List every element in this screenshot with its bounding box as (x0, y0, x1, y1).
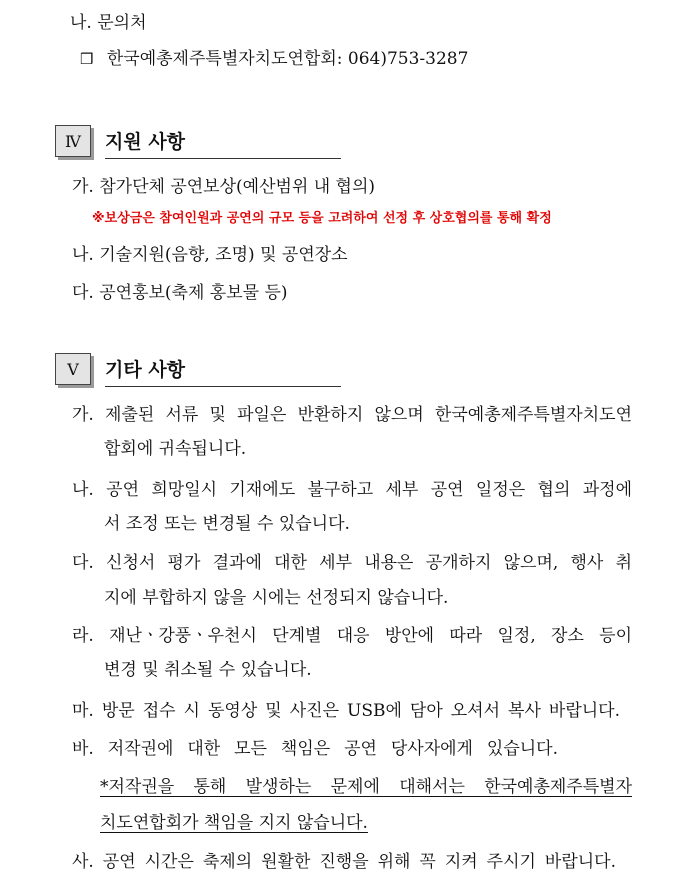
misc-item-sa: 사. 공연 시간은 축제의 원활한 진행을 위해 꼭 지켜 주시기 바랍니다. (72, 852, 616, 872)
copyright-note-line1: *저작권을 통해 발생하는 문제에 대해서는 한국예총제주특별자 (100, 777, 632, 797)
section-5-header (55, 353, 355, 387)
misc-item-ra-line1: 라. 재난ㆍ강풍ㆍ우천시 단계별 대응 방안에 따라 일정, 장소 등이 (72, 626, 632, 646)
misc-item-ma: 마. 방문 접수 시 동영상 및 사진은 USB에 담아 오셔서 복사 바랍니다. (72, 701, 620, 721)
section-4-underline (105, 158, 341, 159)
misc-item-ra-line2: 변경 및 취소될 수 있습니다. (104, 660, 312, 680)
misc-item-na-line1: 나. 공연 희망일시 기재에도 불구하고 세부 공연 일정은 협의 과정에 (72, 480, 632, 500)
checkbox-icon: ❒ (80, 50, 94, 68)
section-5-number: Ⅴ (55, 353, 91, 385)
copyright-note-line2: 치도연합회가 책임을 지지 않습니다. (100, 813, 368, 833)
misc-item-na-line2: 서 조정 또는 변경될 수 있습니다. (104, 514, 350, 534)
support-item-ga: 가. 참가단체 공연보상(예산범위 내 협의) (72, 177, 376, 197)
misc-item-da-line2: 지에 부합하지 않을 시에는 선정되지 않습니다. (104, 588, 449, 608)
section-4-title: 지원 사항 (105, 131, 186, 153)
section-4-number: Ⅳ (55, 125, 91, 157)
misc-item-ba: 바. 저작권에 대한 모든 책임은 공연 당사자에게 있습니다. (72, 739, 558, 759)
misc-item-ga-line2: 합회에 귀속됩니다. (104, 439, 247, 459)
support-item-da: 다. 공연홍보(축제 홍보물 등) (72, 283, 288, 303)
support-note: ※보상금은 참여인원과 공연의 규모 등을 고려하여 선정 후 상호협의를 통해 확정 (92, 211, 552, 226)
misc-item-ga-line1: 가. 제출된 서류 및 파일은 반환하지 않으며 한국예총제주특별자치도연 (72, 405, 632, 425)
section-4-header (55, 125, 355, 159)
misc-item-da-line1: 다. 신청서 평가 결과에 대한 세부 내용은 공개하지 않으며, 행사 취 (72, 553, 632, 573)
contact-line (80, 48, 468, 70)
support-item-na: 나. 기술지원(음향, 조명) 및 공연장소 (72, 245, 348, 265)
section-5-underline (105, 386, 341, 387)
contact-org-phone: 한국예총제주특별자치도연합회: 064)753-3287 (106, 49, 469, 69)
section-5-title: 기타 사항 (105, 359, 186, 381)
contact-label: 나. 문의처 (70, 13, 147, 33)
